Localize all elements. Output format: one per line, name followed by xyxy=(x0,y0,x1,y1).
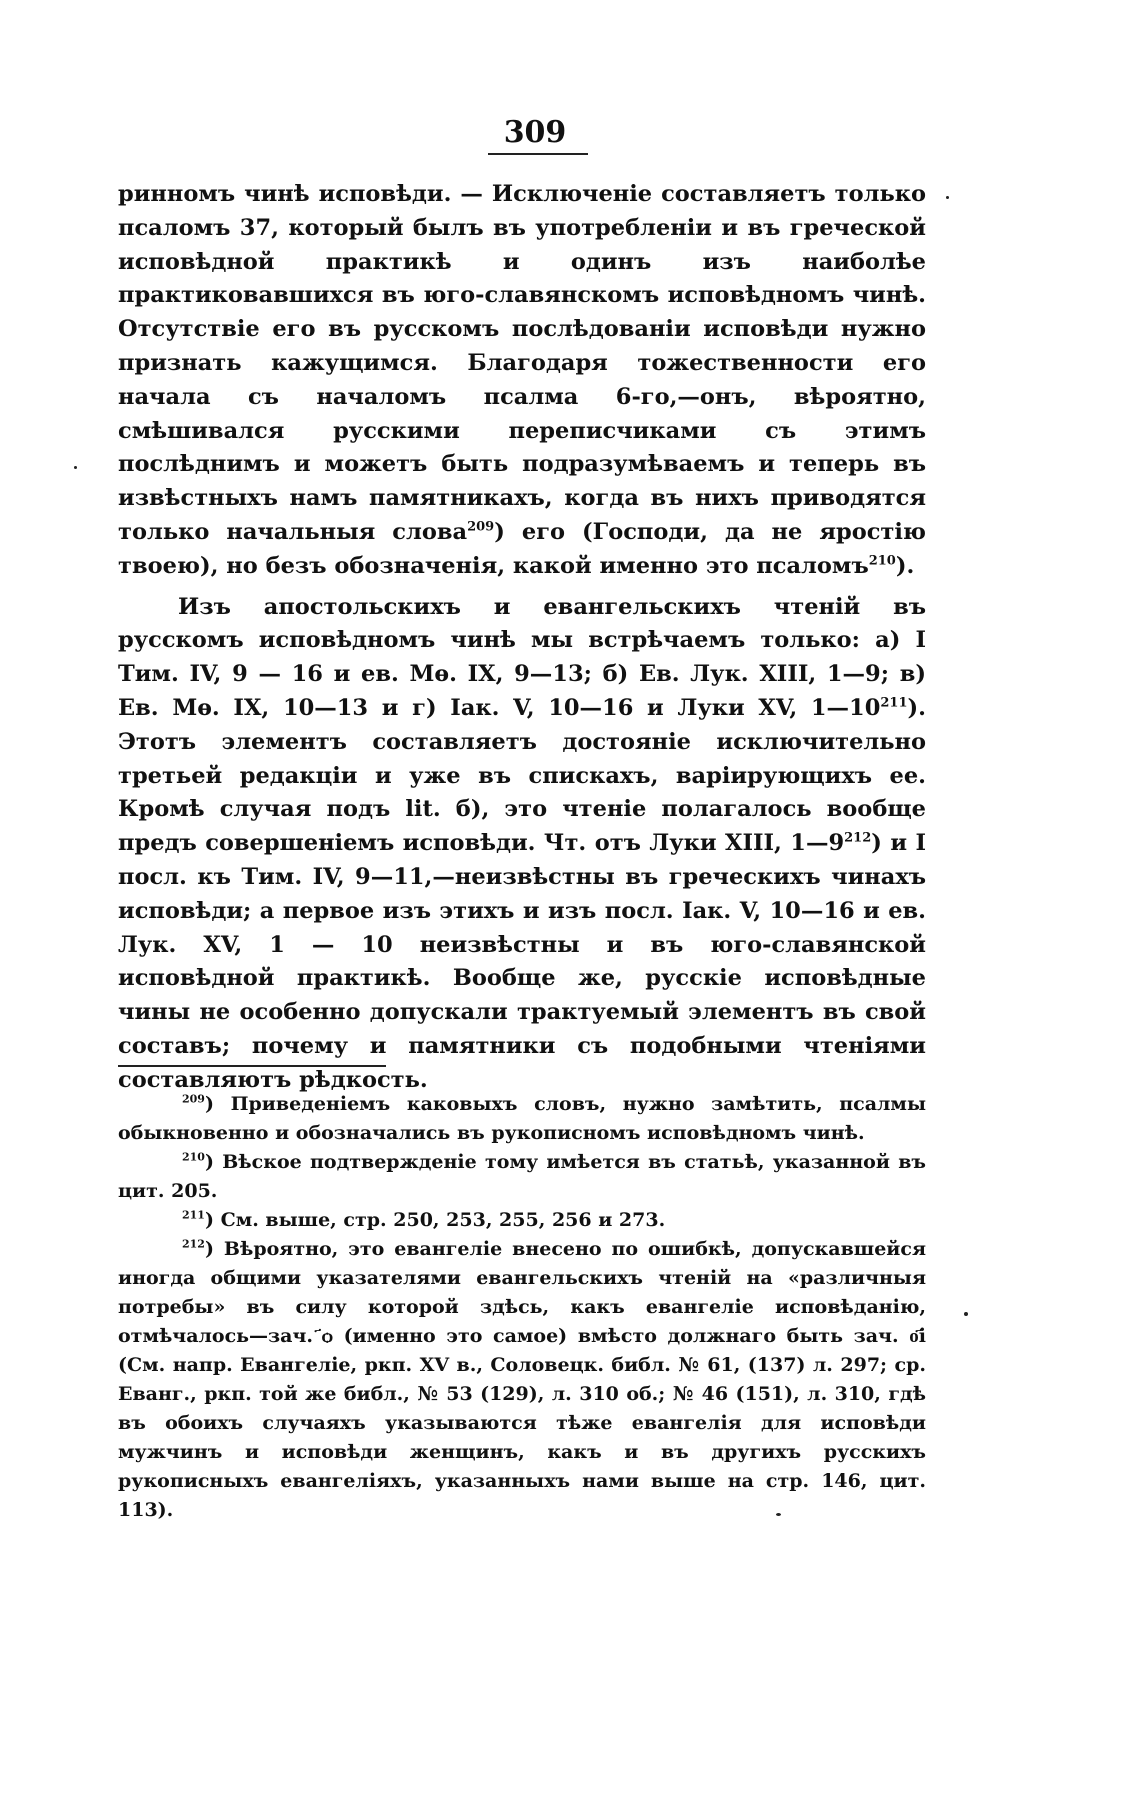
footnote-212 xyxy=(118,1235,926,1525)
scan-speck xyxy=(776,1513,781,1516)
footnote-number: 211 xyxy=(182,1208,205,1222)
footnote-separator xyxy=(118,1065,386,1067)
page-number-rule xyxy=(488,153,588,155)
paragraph-text: ринномъ чинѣ исповѣди. — Исключеніе составляетъ только псаломъ 37, который былъ въ употребленіи и въ греческой исповѣдной практикѣ и одинъ изъ наиболѣе практиковавшихся въ юго-славянскомъ исповѣдномъ чинѣ. Отсутствіе его въ русскомъ послѣдованіи исповѣди нужно признать кажущимся. Благодаря тожественности его начала съ началомъ псалма 6-го,—онъ, вѣроятно, смѣшивался русскими переписчиками съ этимъ послѣднимъ и можетъ быть подразумѣваемъ и теперь въ извѣстныхъ намъ памятникахъ, когда въ нихъ приводятся только начальныя слова xyxy=(118,181,926,545)
paragraph-1 xyxy=(118,178,926,584)
footnote-ref-210: 210 xyxy=(868,553,896,569)
footnote-ref-211: 211 xyxy=(880,695,908,711)
footnote-209 xyxy=(118,1090,926,1148)
paragraph-text: ) и I посл. къ Тим. IV, 9—11,—неизвѣстны въ греческихъ чинахъ исповѣди; а первое изъ этихъ и изъ посл. Іак. V, 10—16 и ев. Лук. XV, 1 — 10 неизвѣстны и въ юго-славянской исповѣдной практикѣ. Вообще же, русскіе исповѣдные чины не особенно допускали трактуемый элементъ въ свой составъ; почему и памятники съ подобными чтеніями составляютъ рѣдкость. xyxy=(118,830,926,1093)
footnote-211 xyxy=(118,1206,926,1235)
footnote-number: 210 xyxy=(182,1150,205,1164)
paragraph-text: ). Этотъ элементъ составляетъ достояніе исключительно третьей редакціи и уже въ спискахъ, варіирующихъ ее. Кромѣ случая подъ lit. б), это чтеніе полагалось вообще предъ совершеніемъ исповѣди. Чт. отъ Луки XIII, 1—9 xyxy=(118,694,926,857)
body-text xyxy=(118,178,926,1098)
footnote-210 xyxy=(118,1148,926,1206)
footnotes xyxy=(118,1090,926,1525)
scan-speck xyxy=(74,466,77,469)
paragraph-2 xyxy=(118,591,926,1098)
paragraph-text: ). xyxy=(895,552,915,579)
footnote-text: ) Приведеніемъ каковыхъ словъ, нужно замѣтить, псалмы обыкновенно и обозначались въ рукописномъ исповѣдномъ чинѣ. xyxy=(118,1093,926,1144)
footnote-ref-212: 212 xyxy=(844,830,872,846)
paragraph-text: Изъ апостольскихъ и евангельскихъ чтеній въ русскомъ исповѣдномъ чинѣ мы встрѣчаемъ только: а) I Тим. IV, 9 — 16 и ев. Мѳ. IX, 9—13; б) Ев. Лук. XIII, 1—9; в) Ев. Мѳ. IX, 10—13 и г) Іак. V, 10—16 и Луки XV, 1—10 xyxy=(118,593,926,721)
page-number: 309 xyxy=(503,115,567,150)
footnote-text: ) См. выше, стр. 250, 253, 255, 256 и 273. xyxy=(204,1209,666,1231)
footnote-ref-209: 209 xyxy=(467,519,495,535)
footnote-number: 212 xyxy=(182,1237,205,1251)
scan-speck xyxy=(964,1312,968,1316)
footnote-text: ) Вѣроятно, это евангеліе внесено по ошибкѣ, допускавшейся иногда общими указателями евангельскихъ чтеній на «различныя потребы» въ силу которой здѣсь, какъ евангеліе исповѣданію, отмѣчалось—зач. ҃ѻ (именно это самое) вмѣсто должнаго быть зач. о҃і (См. напр. Евангеліе, ркп. XV в., Соловецк. библ. № 61, (137) л. 297; ср. Еванг., ркп. той же библ., № 53 (129), л. 310 об.; № 46 (151), л. 310, гдѣ въ обоихъ случаяхъ указываются тѣже евангелія для исповѣди мужчинъ и исповѣди женщинъ, какъ и въ другихъ русскихъ рукописныхъ евангеліяхъ, указанныхъ нами выше на стр. 146, цит. 113). xyxy=(118,1238,926,1521)
footnote-text: ) Вѣское подтвержденіе тому имѣется въ статьѣ, указанной въ цит. 205. xyxy=(118,1151,926,1202)
scan-speck xyxy=(946,196,949,199)
footnote-number: 209 xyxy=(182,1092,205,1106)
paragraph-text: ) его (Господи, да не яростію твоею), но безъ обозначенія, какой именно это псаломъ xyxy=(118,518,926,579)
